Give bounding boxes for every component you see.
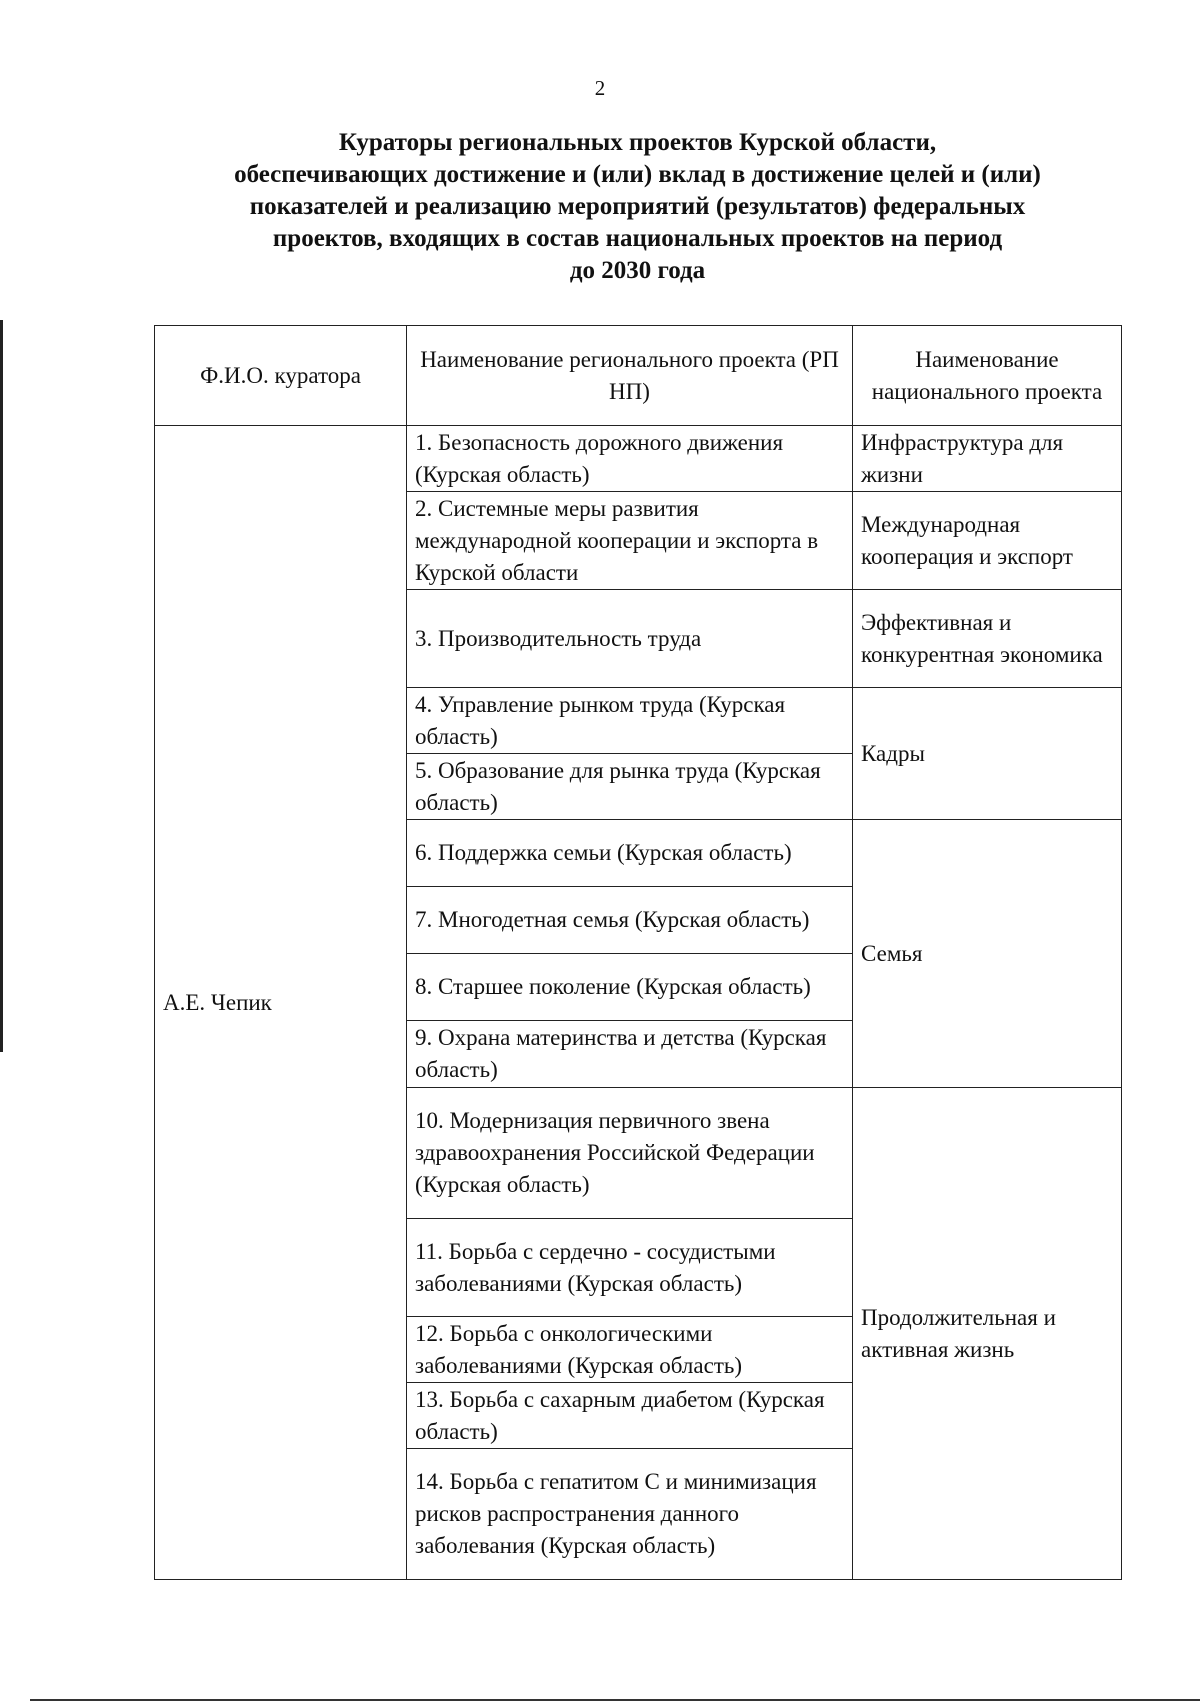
title-line: до 2030 года [569, 257, 706, 284]
header-national: Наименование национального проекта [853, 326, 1122, 426]
table-row [155, 426, 1122, 492]
header-curator: Ф.И.О. куратора [155, 326, 407, 426]
project-cell: 10. Модернизация первичного звена здравоохранения Российской Федерации (Курская область) [407, 1088, 853, 1219]
title-line: Кураторы региональных проектов Курской области, [338, 129, 937, 156]
title-line: показателей и реализацию мероприятий (результатов) федеральных [249, 193, 1026, 220]
project-cell: 4. Управление рынком труда (Курская область) [407, 688, 853, 754]
project-cell: 1. Безопасность дорожного движения (Курская область) [407, 426, 853, 492]
title-line: проектов, входящих в состав национальных проектов на период [272, 225, 1003, 252]
scan-edge-mark [30, 1699, 1200, 1701]
project-cell: 6. Поддержка семьи (Курская область) [407, 820, 853, 887]
curators-table [154, 325, 1122, 1580]
project-cell: 14. Борьба с гепатитом С и минимизация рисков распространения данного заболевания (Курская область) [407, 1449, 853, 1580]
national-project-cell: Семья [853, 820, 1122, 1088]
national-project-cell: Продолжительная и активная жизнь [853, 1088, 1122, 1580]
header-project: Наименование регионального проекта (РП НП) [407, 326, 853, 426]
national-project-cell: Инфраструктура для жизни [853, 426, 1122, 492]
curator-name: А.Е. Чепик [155, 426, 407, 1580]
project-cell: 9. Охрана материнства и детства (Курская область) [407, 1021, 853, 1088]
project-cell: 13. Борьба с сахарным диабетом (Курская область) [407, 1383, 853, 1449]
national-project-cell: Эффективная и конкурентная экономика [853, 590, 1122, 688]
project-cell: 11. Борьба с сердечно - сосудистыми заболеваниями (Курская область) [407, 1219, 853, 1317]
scan-edge-mark [0, 320, 3, 1052]
page-number: 2 [594, 76, 606, 100]
project-cell: 8. Старшее поколение (Курская область) [407, 954, 853, 1021]
document-title [150, 127, 1125, 287]
national-project-cell: Кадры [853, 688, 1122, 820]
project-cell: 5. Образование для рынка труда (Курская область) [407, 754, 853, 820]
project-cell: 7. Многодетная семья (Курская область) [407, 887, 853, 954]
project-cell: 2. Системные меры развития международной кооперации и экспорта в Курской области [407, 492, 853, 590]
project-cell: 3. Производительность труда [407, 590, 853, 688]
table-header-row [155, 326, 1122, 426]
national-project-cell: Международная кооперация и экспорт [853, 492, 1122, 590]
project-cell: 12. Борьба с онкологическими заболеваниями (Курская область) [407, 1317, 853, 1383]
title-line: обеспечивающих достижение и (или) вклад в достижение целей и (или) [234, 161, 1041, 188]
